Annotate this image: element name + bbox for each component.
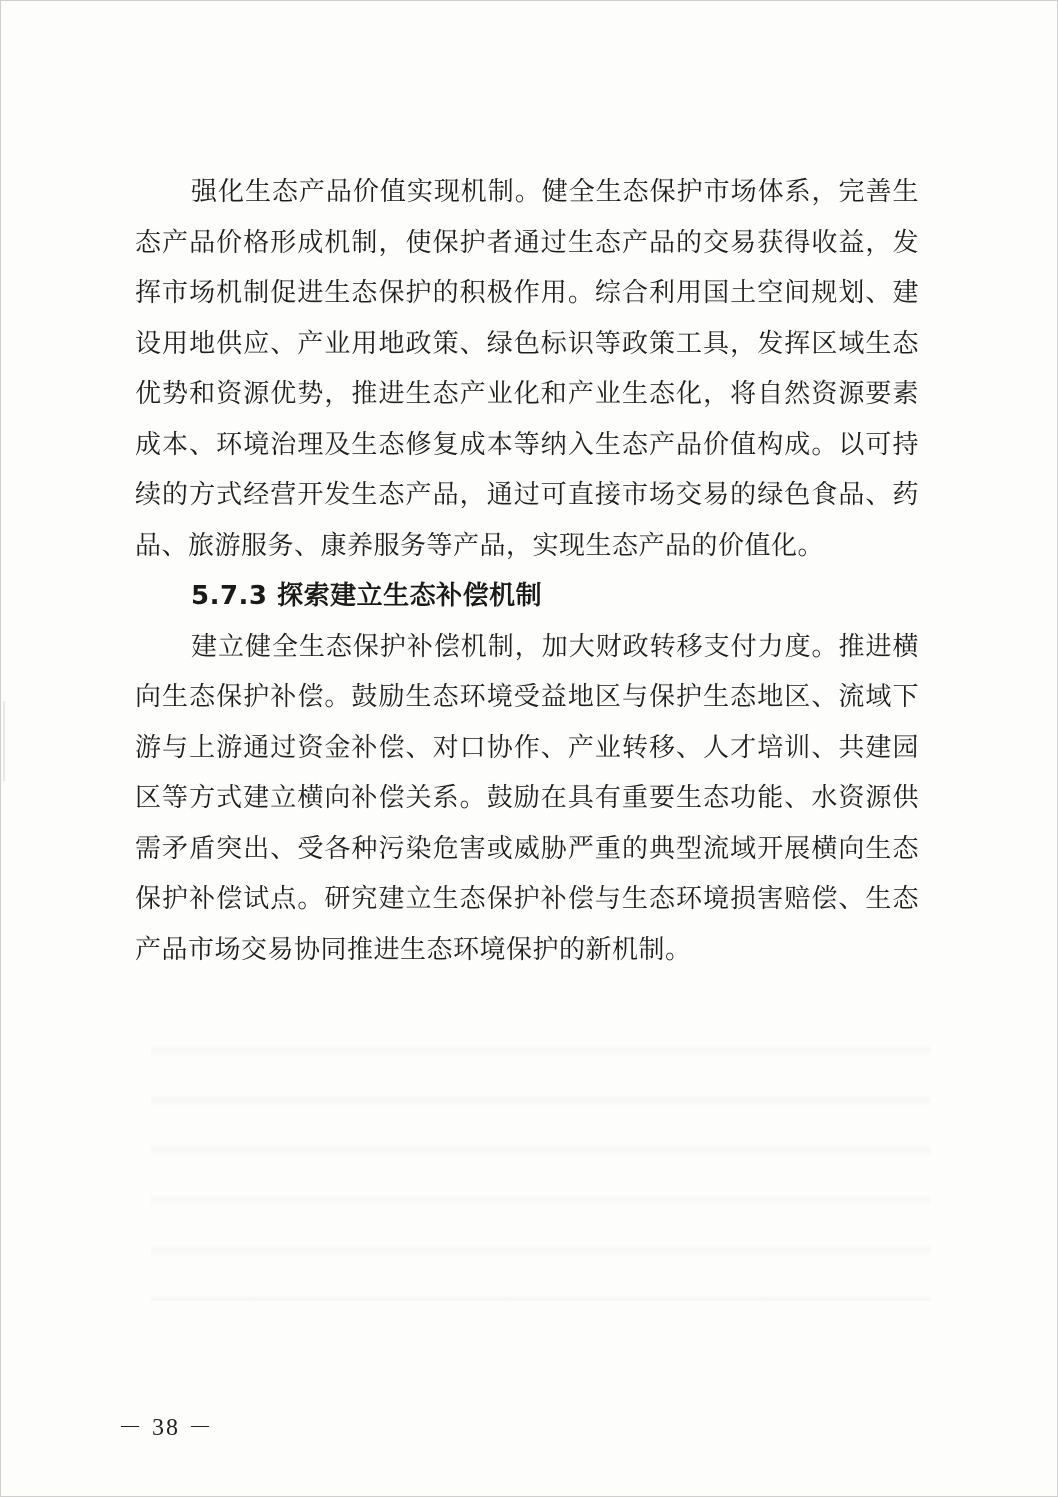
scan-edge-mark (3, 701, 5, 781)
document-body (135, 167, 919, 975)
page-number: － 38 － (118, 1415, 214, 1441)
section-heading: 5.7.3 探索建立生态补偿机制 (191, 581, 543, 611)
paragraph-compensation-mechanism: 建立健全生态保护补偿机制，加大财政转移支付力度。推进横向生态保护补偿。鼓励生态环境受益地区与保护生态地区、流域下游与上游通过资金补偿、对口协作、产业转移、人才培训、共建园区等方式建立横向补偿关系。鼓励在具有重要生态功能、水资源供需矛盾突出、受各种污染危害或威胁严重的典型流域开展横向生态保护补偿试点。研究建立生态保护补偿与生态环境损害赔偿、生态产品市场交易协同推进生态环境保护的新机制。 (135, 631, 919, 965)
show-through-texture (151, 1011, 931, 1301)
paragraph-value-realization: 强化生态产品价值实现机制。健全生态保护市场体系，完善生态产品价格形成机制，使保护者通过生态产品的交易获得收益，发挥市场机制促进生态保护的积极作用。综合利用国土空间规划、建设用地供应、产业用地政策、绿色标识等政策工具，发挥区域生态优势和资源优势，推进生态产业化和产业生态化，将自然资源要素成本、环境治理及生态修复成本等纳入生态产品价值构成。以可持续的方式经营开发生态产品，通过可直接市场交易的绿色食品、药品、旅游服务、康养服务等产品，实现生态产品的价值化。 (135, 177, 919, 561)
